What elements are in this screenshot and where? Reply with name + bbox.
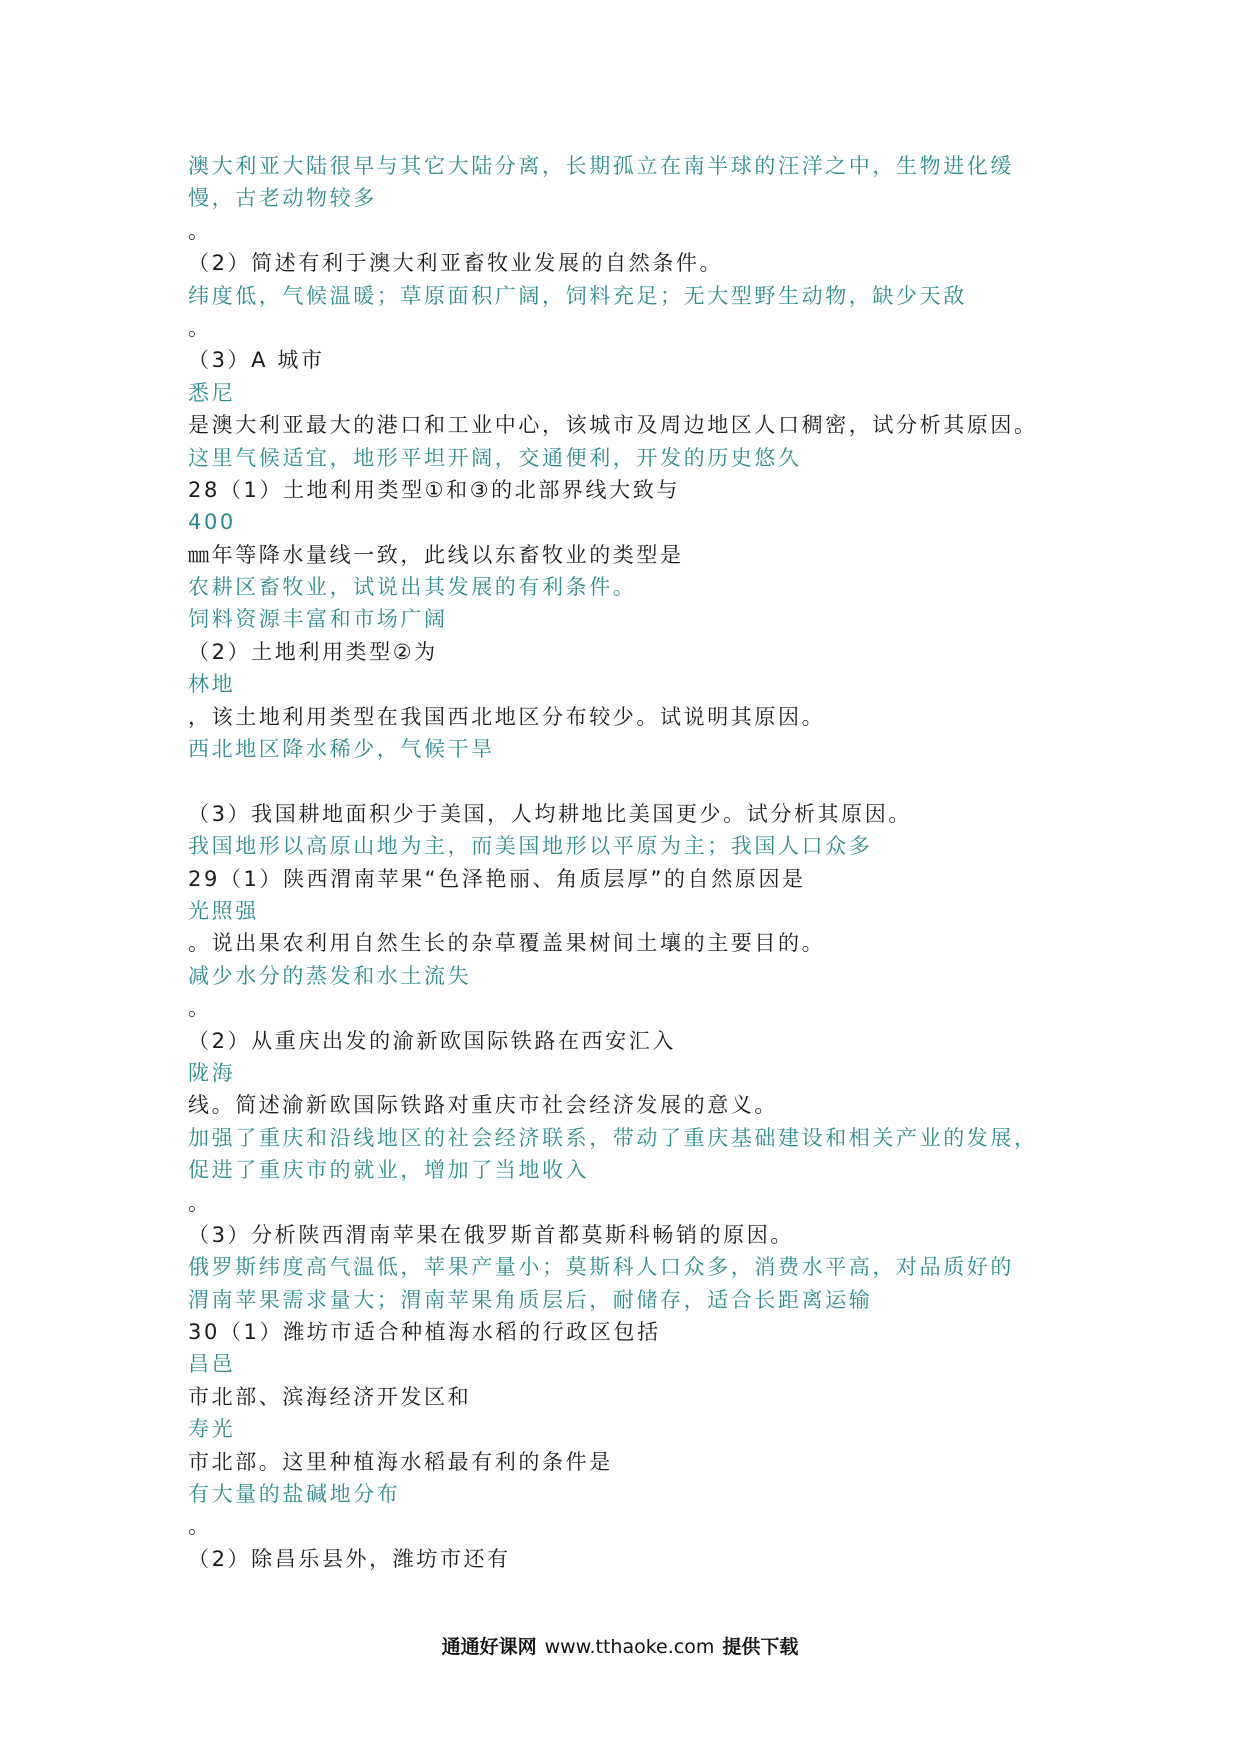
question-line: （3）A 城市 — [188, 348, 325, 373]
question-line: 是澳大利亚最大的港口和工业中心，该城市及周边地区人口稠密，试分析其原因。 — [188, 413, 1038, 438]
document-body — [188, 150, 1068, 1575]
answer-line: 悉尼 — [188, 380, 236, 405]
question-line: 。 — [188, 1190, 212, 1215]
answer-line: 慢，古老动物较多 — [188, 186, 377, 211]
question-line: 29（1）陕西渭南苹果“色泽艳丽、角质层厚”的自然原因是 — [188, 866, 806, 891]
footer-brand: 通通好课网 — [441, 1636, 537, 1658]
answer-line: 有大量的盐碱地分布 — [188, 1482, 401, 1507]
answer-line: 渭南苹果需求量大；渭南苹果角质层后，耐储存，适合长距离运输 — [188, 1287, 873, 1312]
footer-suffix: 提供下载 — [722, 1636, 799, 1658]
question-line — [188, 765, 1068, 797]
question-line: 30（1）潍坊市适合种植海水稻的行政区包括 — [188, 1320, 661, 1345]
question-line: 。 — [188, 218, 212, 243]
question-line: 28（1）土地利用类型①和③的北部界线大致与 — [188, 477, 680, 502]
answer-line: 我国地形以高原山地为主，而美国地形以平原为主；我国人口众多 — [188, 834, 873, 859]
page-footer — [0, 1632, 1240, 1659]
answer-line: 400 — [188, 510, 236, 535]
question-line: 。 — [188, 315, 212, 340]
question-line: （3）分析陕西渭南苹果在俄罗斯首都莫斯科畅销的原因。 — [188, 1222, 794, 1247]
answer-line: 昌邑 — [188, 1352, 236, 1377]
question-line: （3）我国耕地面积少于美国，人均耕地比美国更少。试分析其原因。 — [188, 801, 912, 826]
answer-line: 减少水分的蒸发和水土流失 — [188, 963, 472, 988]
question-line: （2）土地利用类型②为 — [188, 639, 438, 664]
answer-line: 光照强 — [188, 898, 259, 923]
question-line: 市北部、滨海经济开发区和 — [188, 1384, 472, 1409]
answer-line: 西北地区降水稀少，气候干旱 — [188, 737, 495, 762]
question-line: （2）简述有利于澳大利亚畜牧业发展的自然条件。 — [188, 251, 724, 276]
question-line: 。 — [188, 1514, 212, 1539]
answer-line: 农耕区畜牧业，试说出其发展的有利条件。 — [188, 575, 637, 600]
answer-line: 纬度低，气候温暖；草原面积广阔，饲料充足；无大型野生动物，缺少天敌 — [188, 283, 967, 308]
question-line: 线。简述渝新欧国际铁路对重庆市社会经济发展的意义。 — [188, 1093, 778, 1118]
footer-url[interactable]: www.tthaoke.com — [544, 1636, 715, 1658]
answer-line: 陇海 — [188, 1060, 236, 1085]
question-line: （2）从重庆出发的渝新欧国际铁路在西安汇入 — [188, 1028, 676, 1053]
answer-line: 寿光 — [188, 1417, 236, 1442]
answer-line: 加强了重庆和沿线地区的社会经济联系，带动了重庆基础建设和相关产业的发展， — [188, 1125, 1038, 1150]
question-line: 市北部。这里种植海水稻最有利的条件是 — [188, 1449, 613, 1474]
question-line: 。说出果农利用自然生长的杂草覆盖果树间土壤的主要目的。 — [188, 931, 826, 956]
answer-line: 促进了重庆市的就业，增加了当地收入 — [188, 1158, 590, 1183]
question-line: ㎜年等降水量线一致，此线以东畜牧业的类型是 — [188, 542, 684, 567]
answer-line: 澳大利亚大陆很早与其它大陆分离，长期孤立在南半球的汪洋之中，生物进化缓 — [188, 154, 1014, 178]
question-line: 。 — [188, 996, 212, 1021]
answer-line: 这里气候适宜，地形平坦开阔，交通便利，开发的历史悠久 — [188, 445, 802, 470]
question-line: ，该土地利用类型在我国西北地区分布较少。试说明其原因。 — [188, 704, 826, 729]
answer-line: 俄罗斯纬度高气温低，苹果产量小；莫斯科人口众多，消费水平高，对品质好的 — [188, 1255, 1014, 1280]
question-line: （2）除昌乐县外，潍坊市还有 — [188, 1546, 511, 1571]
answer-line: 饲料资源丰富和市场广阔 — [188, 607, 448, 632]
answer-line: 林地 — [188, 672, 236, 697]
